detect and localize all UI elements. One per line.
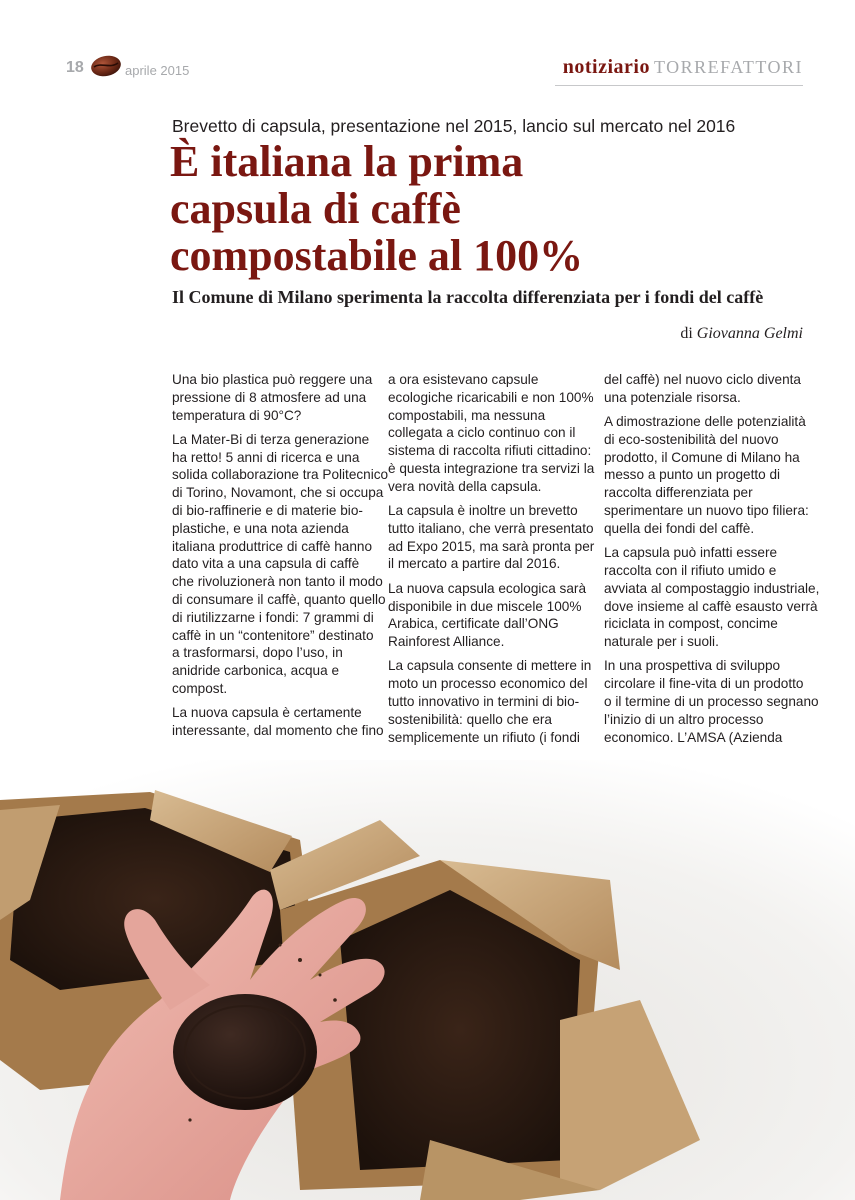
byline-prefix: di [680, 325, 693, 342]
coffee-bean-icon [90, 54, 122, 78]
article-paragraph [388, 657, 592, 746]
text-line: sistema di raccolta rifiuti cittadino: [388, 443, 592, 459]
masthead [563, 56, 803, 79]
text-line: ha retto! 5 anni di ricerca e una [172, 449, 360, 465]
text-line: circolare il fine-vita di un prodotto [604, 676, 804, 692]
article-column-3 [604, 371, 820, 753]
text-line: sperimentare un nuovo tipo filiera: [604, 503, 809, 519]
headline-line: capsula di caffè [170, 184, 461, 233]
article-paragraph [388, 580, 592, 651]
text-line: caffè in un “contenitore” destinato [172, 627, 374, 643]
text-line: La nuova capsula è certamente [172, 705, 362, 721]
text-line: La Mater-Bi di terza generazione [172, 431, 370, 447]
text-line: La capsula consente di mettere in [388, 658, 592, 674]
article-headline [170, 138, 810, 279]
page-number: 18 [66, 59, 84, 76]
coffee-capsule-photo [0, 760, 855, 1200]
text-line: interessante, dal momento che fino [172, 723, 384, 739]
article-paragraph [172, 371, 376, 424]
text-line: riciclata in compost, concime [604, 616, 778, 632]
text-line: raccolta con il rifiuto umido e [604, 562, 777, 578]
article-kicker: Brevetto di capsula, presentazione nel 2015, lancio sul mercato nel 2016 [172, 116, 736, 136]
text-line: di Torino, Novamont, che si occupa [172, 485, 384, 501]
text-line: A dimostrazione delle potenzialità [604, 414, 806, 430]
article-paragraph [604, 413, 808, 538]
text-line: è questa integrazione tra servizi la [388, 460, 595, 476]
text-line: Arabica, certificate dall’ONG [388, 616, 559, 632]
header-rule [555, 85, 803, 86]
text-line: solida collaborazione tra Politecnico [172, 467, 389, 483]
text-line: che rivoluzionerà non tanto il modo [172, 574, 383, 590]
text-line: Una bio plastica può reggere una [172, 372, 373, 387]
headline-line: compostabile al 100% [170, 231, 584, 280]
text-line: dove insieme al caffè esausto verrà [604, 598, 818, 614]
masthead-torrefattori: TORREFATTORI [653, 57, 803, 77]
text-line: di consumare il caffè, quanto quello [172, 592, 386, 608]
article-paragraph [172, 704, 384, 740]
article-paragraph [604, 371, 808, 407]
text-line: La capsula può infatti essere [604, 545, 778, 561]
text-line: naturale per i suoli. [604, 634, 719, 650]
text-line: sostenibilità: quello che era [388, 711, 552, 727]
text-line: vera novità della capsula. [388, 478, 542, 494]
article-paragraph [388, 502, 595, 573]
text-line: o il termine di un processo segnano [604, 694, 819, 710]
masthead-notiziario: notiziario [562, 56, 650, 78]
byline-author: Giovanna Gelmi [696, 325, 803, 342]
text-line: tutto italiano, che verrà presentato [388, 520, 594, 536]
text-line: La nuova capsula ecologica sarà [388, 580, 586, 596]
text-line: dato vita a una capsula di caffè [172, 556, 360, 572]
article-paragraph [604, 657, 819, 746]
text-line: collegata a ciclo continuo con il [388, 425, 576, 441]
text-line: una potenziale risorsa. [604, 389, 741, 405]
text-line: ecologiche ricaricabili e non 100% [388, 389, 594, 405]
text-line: messo a punto un progetto di [604, 467, 781, 483]
text-line: In una prospettiva di sviluppo [604, 658, 781, 674]
text-line: pressione di 8 atmosfere ad una [172, 389, 367, 405]
text-line: quella dei fondi del caffè. [604, 520, 755, 536]
text-line: di eco-sostenibilità del nuovo [604, 431, 779, 447]
text-line: del caffè) nel nuovo ciclo diventa [604, 372, 801, 387]
text-line: compostabili, ma nessuna [388, 407, 546, 423]
article-paragraph [172, 431, 389, 698]
article-paragraph [388, 371, 595, 496]
text-line: La capsula è inoltre un brevetto [388, 503, 578, 519]
text-line: l’inizio di un altro processo [604, 711, 764, 727]
text-line: moto un processo economico del [388, 676, 588, 692]
text-line: raccolta differenziata per [604, 485, 753, 501]
text-line: anidride carbonica, acqua e [172, 663, 340, 679]
text-line: di bio-raffinerie e di materie bio- [172, 503, 363, 519]
article-column-2 [388, 371, 595, 753]
text-line: ad Expo 2015, ma sarà pronta per [388, 538, 595, 554]
headline-line: È italiana la prima [170, 137, 524, 186]
byline [680, 325, 803, 343]
issue-date: aprile 2015 [125, 63, 190, 78]
text-line: di riutilizzarne i fondi: 7 grammi di [172, 609, 374, 625]
text-line: Rainforest Alliance. [388, 634, 505, 650]
article-subtitle: Il Comune di Milano sperimenta la raccolta differenziata per i fondi del caffè [172, 287, 764, 307]
text-line: disponibile in due miscele 100% [388, 598, 582, 614]
text-line: temperatura di 90°C? [172, 407, 302, 423]
text-line: compost. [172, 681, 228, 697]
text-line: a ora esistevano capsule [388, 372, 539, 387]
text-line: a trasformarsi, dopo l’uso, in [172, 645, 343, 661]
text-line: italiana produttrice di caffè hanno [172, 538, 373, 554]
text-line: il mercato a partire dal 2016. [388, 556, 561, 572]
article-column-1 [172, 371, 389, 746]
article-paragraph [604, 544, 820, 651]
text-line: economico. L’AMSA (Azienda [604, 729, 783, 745]
text-line: prodotto, il Comune di Milano ha [604, 449, 800, 465]
text-line: avviata al compostaggio industriale, [604, 580, 820, 596]
text-line: tutto innovativo in termini di bio- [388, 694, 580, 710]
text-line: plastiche, e una nota azienda [172, 520, 349, 536]
text-line: semplicemente un rifiuto (i fondi [388, 729, 580, 745]
